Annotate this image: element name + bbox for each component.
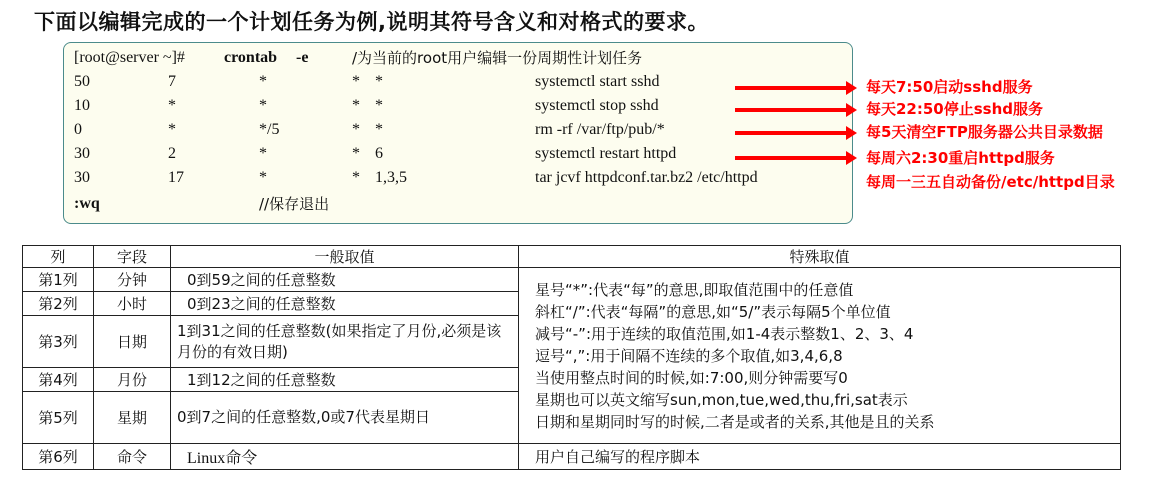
table-row: [23, 268, 1121, 292]
cell-field: 分钟: [94, 268, 171, 292]
special-line: 星号“*”:代表“每”的意思,即取值范围中的任意值: [535, 280, 854, 299]
cron-month: *: [352, 121, 360, 138]
annotation-label: 每周一三五自动备份/etc/httpd目录: [866, 173, 1115, 191]
cell-field: 月份: [94, 368, 171, 392]
annotation-label: 每天7:50启动sshd服务: [866, 78, 1033, 96]
cron-weekday: 1,3,5: [375, 169, 407, 186]
crontab-command-line: [64, 47, 852, 69]
save-line: [64, 193, 852, 215]
shell-prompt: [root@server ~]#: [74, 49, 185, 66]
page-heading: 下面以编辑完成的一个计划任务为例,说明其符号含义和对格式的要求。: [34, 10, 709, 34]
cell-column: 第1列: [23, 268, 94, 292]
cron-month: *: [352, 169, 360, 186]
arrow-head-icon: [846, 81, 857, 95]
cell-general: 1到12之间的任意整数: [171, 368, 519, 392]
header-field: 字段: [94, 246, 171, 268]
cron-hour: 17: [168, 169, 184, 186]
header-special: 特殊取值: [519, 246, 1121, 268]
special-line: 逗号“,”:用于间隔不连续的多个取值,如3,4,6,8: [535, 346, 843, 365]
cell-field: 小时: [94, 292, 171, 316]
cron-month: *: [352, 97, 360, 114]
cron-weekday: *: [375, 121, 383, 138]
cron-entry-row: [64, 71, 852, 93]
arrow-head-icon: [846, 151, 857, 165]
cron-command: tar jcvf httpdconf.tar.bz2 /etc/httpd: [535, 169, 758, 186]
cron-command: rm -rf /var/ftp/pub/*: [535, 121, 665, 138]
cron-entry-row: [64, 167, 852, 189]
header-general: 一般取值: [171, 246, 519, 268]
cron-command: systemctl stop sshd: [535, 97, 659, 114]
cron-entry-row: [64, 143, 852, 165]
cron-command: systemctl restart httpd: [535, 145, 677, 162]
cron-entry-row: [64, 119, 852, 141]
cell-special-merged: [519, 268, 1121, 444]
arrow-icon: [735, 156, 848, 160]
cron-day: */5: [259, 121, 280, 138]
cell-special: 用户自己编写的程序脚本: [519, 444, 1121, 470]
special-line: 减号“-”:用于连续的取值范围,如1-4表示整数1、2、3、4: [535, 324, 914, 343]
arrow-icon: [735, 86, 848, 90]
save-command: :wq: [74, 195, 100, 212]
cell-field: 命令: [94, 444, 171, 470]
cron-hour: *: [168, 97, 176, 114]
cron-month: *: [352, 73, 360, 90]
crontab-command: crontab: [224, 49, 278, 66]
cell-column: 第2列: [23, 292, 94, 316]
cell-field: 日期: [94, 316, 171, 368]
cron-command: systemctl start sshd: [535, 73, 660, 90]
cron-field-table: [22, 245, 1121, 470]
cron-minute: 30: [74, 169, 90, 186]
cron-day: *: [259, 97, 267, 114]
crontab-option: -e: [296, 49, 309, 66]
cron-minute: 50: [74, 73, 90, 90]
cron-minute: 0: [74, 121, 82, 138]
cell-column: 第6列: [23, 444, 94, 470]
arrow-head-icon: [846, 103, 857, 117]
cell-field: 星期: [94, 392, 171, 444]
annotation-label: 每天22:50停止sshd服务: [866, 100, 1044, 118]
table-row: [23, 444, 1121, 470]
cron-hour: 2: [168, 145, 176, 162]
cron-minute: 30: [74, 145, 90, 162]
cell-general: Linux命令: [171, 444, 519, 470]
cron-weekday: 6: [375, 145, 383, 162]
crontab-comment: /为当前的root用户编辑一份周期性计划任务: [352, 49, 643, 67]
cell-general: 1到31之间的任意整数(如果指定了月份,必须是该月份的有效日期): [171, 316, 519, 368]
cron-day: *: [259, 145, 267, 162]
cell-column: 第3列: [23, 316, 94, 368]
cell-column: 第5列: [23, 392, 94, 444]
cron-minute: 10: [74, 97, 90, 114]
cron-hour: *: [168, 121, 176, 138]
cron-month: *: [352, 145, 360, 162]
annotation-label: 每5天清空FTP服务器公共目录数据: [866, 123, 1103, 141]
cell-column: 第4列: [23, 368, 94, 392]
cron-day: *: [259, 169, 267, 186]
special-line: 当使用整点时间的时候,如:7:00,则分钟需要写0: [535, 368, 848, 387]
cell-general: 0到23之间的任意整数: [171, 292, 519, 316]
annotation-label: 每周六2:30重启httpd服务: [866, 149, 1055, 167]
table-header-row: [23, 246, 1121, 268]
header-column: 列: [23, 246, 94, 268]
cell-general: 0到59之间的任意整数: [171, 268, 519, 292]
cron-entry-row: [64, 95, 852, 117]
cron-day: *: [259, 73, 267, 90]
cron-weekday: *: [375, 73, 383, 90]
arrow-head-icon: [846, 126, 857, 140]
arrow-icon: [735, 108, 848, 112]
special-line: 日期和星期同时写的时候,二者是或者的关系,其他是且的关系: [535, 412, 935, 431]
cell-general: 0到7之间的任意整数,0或7代表星期日: [171, 392, 519, 444]
cron-weekday: *: [375, 97, 383, 114]
cron-hour: 7: [168, 73, 176, 90]
special-line: 星期也可以英文缩写sun,mon,tue,wed,thu,fri,sat表示: [535, 390, 908, 409]
save-comment: //保存退出: [259, 195, 330, 213]
arrow-icon: [735, 131, 848, 135]
special-line: 斜杠“/”:代表“每隔”的意思,如“5/”表示每隔5个单位值: [535, 302, 891, 321]
